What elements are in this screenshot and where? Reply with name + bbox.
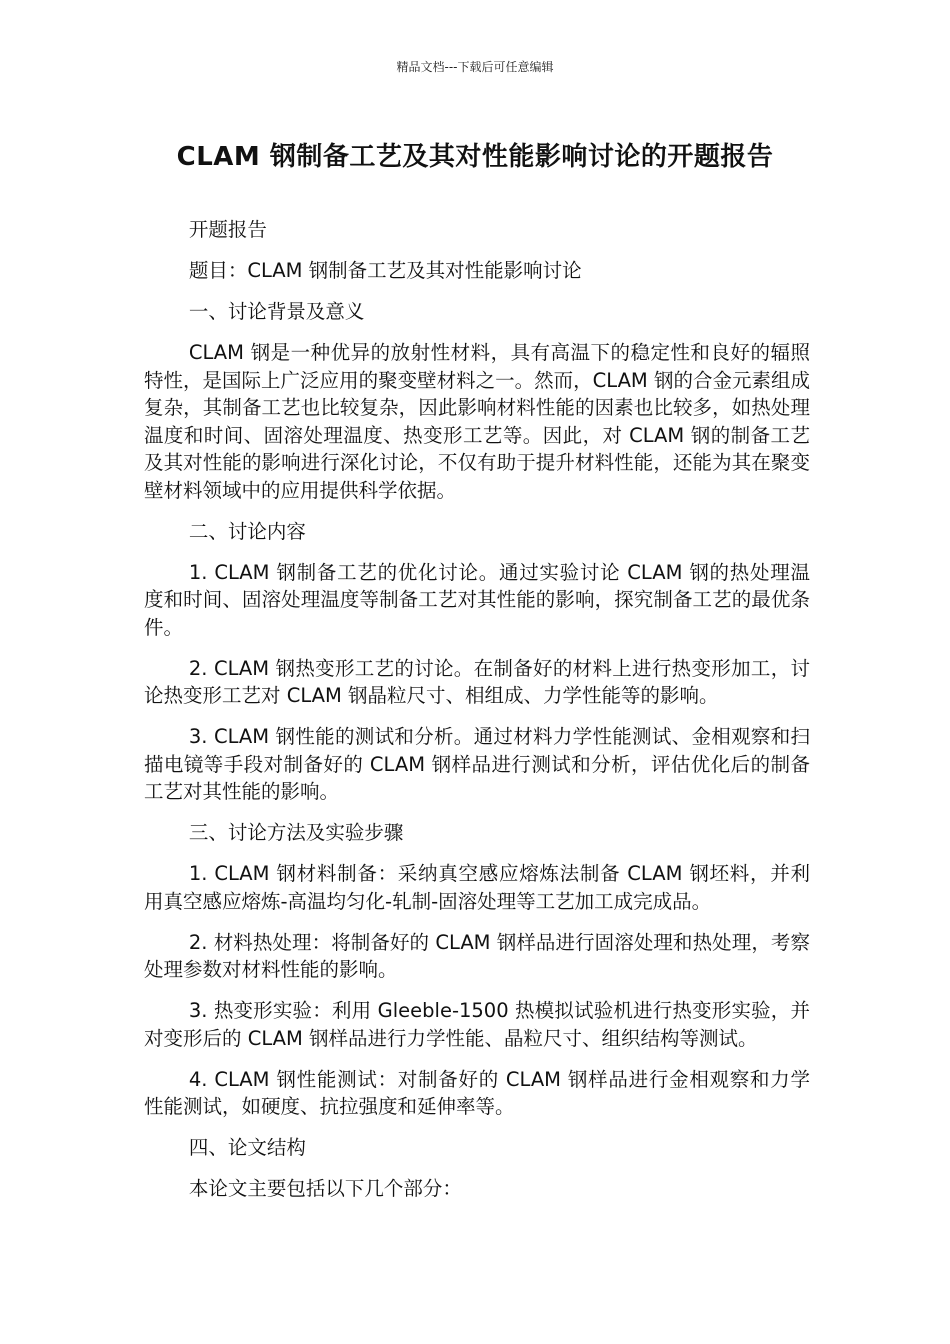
paragraph-content-2: 2. CLAM 钢热变形工艺的讨论。在制备好的材料上进行热变形加工，讨论热变形工艺对 CLAM 钢晶粒尺寸、相组成、力学性能等的影响。 xyxy=(144,656,810,707)
document-body xyxy=(144,216,810,1216)
paragraph-structure-intro: 本论文主要包括以下几个部分： xyxy=(188,1177,462,1200)
section-heading-background: 一、讨论背景及意义 xyxy=(188,300,365,323)
paragraph-method-2: 2. 材料热处理：将制备好的 CLAM 钢样品进行固溶处理和热处理，考察处理参数对材料性能的影响。 xyxy=(144,930,810,981)
paragraph-report-label: 开题报告 xyxy=(188,218,267,241)
paragraph-content-1: 1. CLAM 钢制备工艺的优化讨论。通过实验讨论 CLAM 钢的热处理温度和时间、固溶处理温度等制备工艺对其性能的影响，探究制备工艺的最优条件。 xyxy=(144,560,810,639)
paragraph-method-3: 3. 热变形实验：利用 Gleeble-1500 热模拟试验机进行热变形实验，并对变形后的 CLAM 钢样品进行力学性能、晶粒尺寸、组织结构等测试。 xyxy=(144,999,810,1050)
document-title: CLAM 钢制备工艺及其对性能影响讨论的开题报告 xyxy=(176,142,774,172)
paragraph-method-1: 1. CLAM 钢材料制备：采纳真空感应熔炼法制备 CLAM 钢坯料，并利用真空感应熔炼-高温均匀化-轧制-固溶处理等工艺加工成完成品。 xyxy=(144,862,810,913)
paragraph-background: CLAM 钢是一种优异的放射性材料，具有高温下的稳定性和良好的辐照特性，是国际上广泛应用的聚变壁材料之一。然而，CLAM 钢的合金元素组成复杂，其制备工艺也比较复杂，因此影响材料性能的因素也比较多，如热处理温度和时间、固溶处理温度、热变形工艺等。因此，对 CLAM 钢的制备工艺及其对性能的影响进行深化讨论，不仅有助于提升材料性能，还能为其在聚变壁材料领域中的应用提供科学依据。 xyxy=(144,341,810,502)
paragraph-topic: 题目：CLAM 钢制备工艺及其对性能影响讨论 xyxy=(188,259,582,282)
paragraph-content-3: 3. CLAM 钢性能的测试和分析。通过材料力学性能测试、金相观察和扫描电镜等手段对制备好的 CLAM 钢样品进行测试和分析，评估优化后的制备工艺对其性能的影响。 xyxy=(144,725,810,803)
header-note: 精品文档---下载后可任意编辑 xyxy=(396,60,554,74)
section-heading-content: 二、讨论内容 xyxy=(188,519,306,543)
paragraph-method-4: 4. CLAM 钢性能测试：对制备好的 CLAM 钢样品进行金相观察和力学性能测试，如硬度、抗拉强度和延伸率等。 xyxy=(144,1067,810,1118)
section-heading-structure: 四、论文结构 xyxy=(188,1136,306,1159)
section-heading-methods: 三、讨论方法及实验步骤 xyxy=(188,821,404,844)
